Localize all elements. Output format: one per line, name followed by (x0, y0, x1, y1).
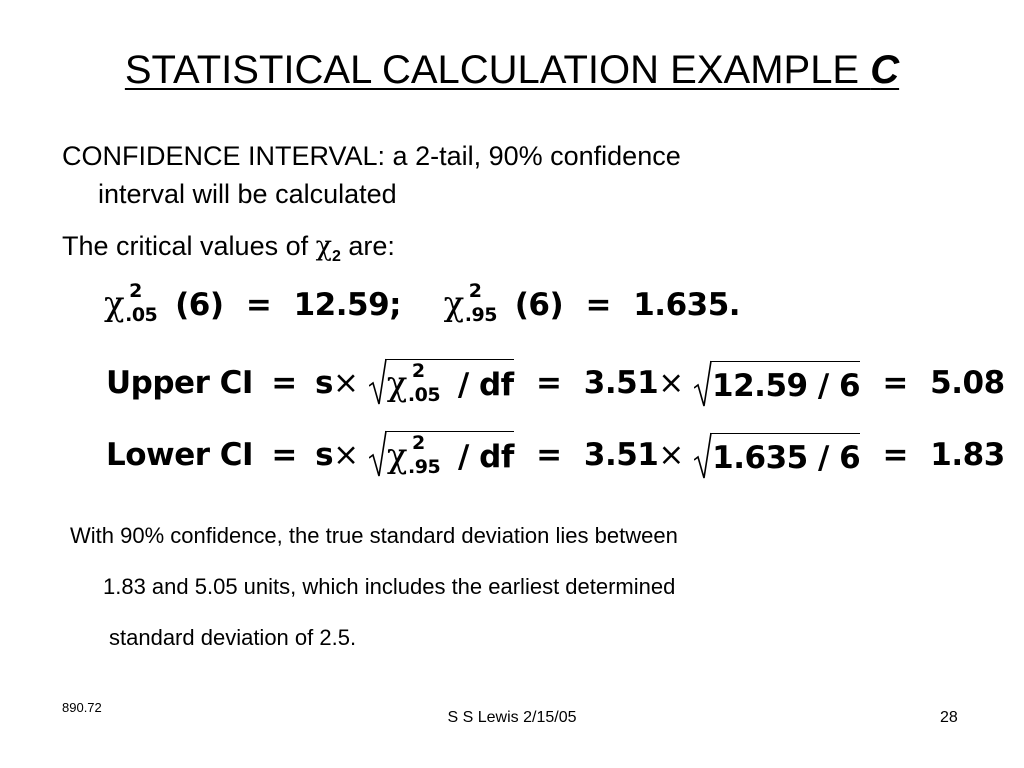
equals-sign: = (585, 287, 611, 323)
chi-superscript: 2 (129, 279, 142, 302)
critical-prefix: The critical values of (62, 231, 316, 261)
slide-title-letter: C (870, 48, 900, 92)
radical-sign-icon (369, 430, 387, 478)
chi-superscript: 2 (412, 431, 425, 454)
chi-symbol: χ (386, 364, 407, 404)
upper-ci-label: Upper CI (106, 364, 253, 401)
footer-author-date: S S Lewis 2/15/05 (447, 709, 577, 726)
lower-ci-label: Lower CI (106, 436, 254, 473)
divide-by-df: / df (457, 367, 514, 403)
conclusion-line-1: With 90% confidence, the true standard deviation lies between (70, 523, 678, 548)
times-sign: × (658, 436, 684, 473)
critical-values-line (62, 228, 395, 275)
df-argument: (6) (514, 287, 564, 323)
upper-ci-result: 5.08 (930, 364, 1005, 401)
page-number: 28 (940, 709, 958, 726)
sample-std-dev: s (315, 364, 333, 401)
chi-superscript: 2 (411, 359, 425, 382)
critical-values-equation (104, 279, 741, 329)
chi-scripts (408, 431, 454, 481)
times-sign: × (333, 436, 359, 473)
intro-line-1: CONFIDENCE INTERVAL: a 2-tail, 90% confidence (62, 141, 681, 171)
radical-sign-icon (369, 358, 387, 406)
s-value: 3.51 (583, 436, 659, 473)
equals-sign: = (535, 364, 562, 401)
critical-suffix: are: (340, 231, 395, 261)
conclusion-line-3: standard deviation of 2.5. (109, 625, 357, 650)
chi-subscript: .95 (464, 303, 497, 326)
equals-sign: = (271, 364, 297, 401)
square-root (369, 432, 514, 481)
equals-sign: = (271, 436, 297, 473)
chi-subscript: .95 (408, 455, 441, 478)
conclusion-line-2: 1.83 and 5.05 units, which includes the earliest determined (103, 574, 676, 599)
chi-scripts (125, 279, 171, 329)
intro-line-2: interval will be calculated (98, 179, 397, 209)
sample-std-dev: s (315, 436, 334, 473)
square-root (694, 362, 860, 406)
square-root (369, 360, 514, 409)
equals-sign: = (882, 364, 908, 401)
times-sign: × (658, 364, 684, 401)
chi-symbol: χ (386, 436, 408, 476)
chi-superscript: 2 (468, 279, 482, 302)
slide-title (0, 46, 1024, 94)
chi-subscript: .05 (125, 303, 158, 326)
df-argument: (6) (175, 287, 224, 323)
lower-ci-equation (106, 432, 1005, 481)
chi-scripts (464, 279, 511, 329)
radical-sign-icon (694, 360, 712, 408)
critical-value-05: 12.59; (293, 287, 402, 323)
chi-symbol: χ (104, 284, 125, 324)
slide-title-text: STATISTICAL CALCULATION EXAMPLE (124, 48, 871, 92)
chi-scripts (407, 359, 454, 409)
chi-symbol: χ (443, 284, 464, 324)
equals-sign: = (882, 436, 908, 473)
radicand: 1.635 / 6 (712, 440, 861, 477)
upper-ci-equation (106, 360, 1005, 409)
critical-value-95: 1.635. (633, 287, 741, 323)
divide-by-df: / df (458, 439, 514, 475)
chi-subscript: .05 (407, 383, 441, 406)
s-value: 3.51 (583, 364, 659, 401)
square-root (694, 434, 860, 478)
times-sign: × (332, 364, 359, 401)
equals-sign: = (536, 436, 562, 473)
footer-left-number: 890.72 (62, 700, 102, 715)
chi-symbol: χ (315, 231, 332, 262)
chi-subscript: 2 (331, 248, 341, 265)
lower-ci-result: 1.83 (930, 436, 1005, 473)
equals-sign: = (245, 287, 272, 323)
radical-sign-icon (694, 432, 712, 480)
radicand: 12.59 / 6 (712, 368, 861, 405)
